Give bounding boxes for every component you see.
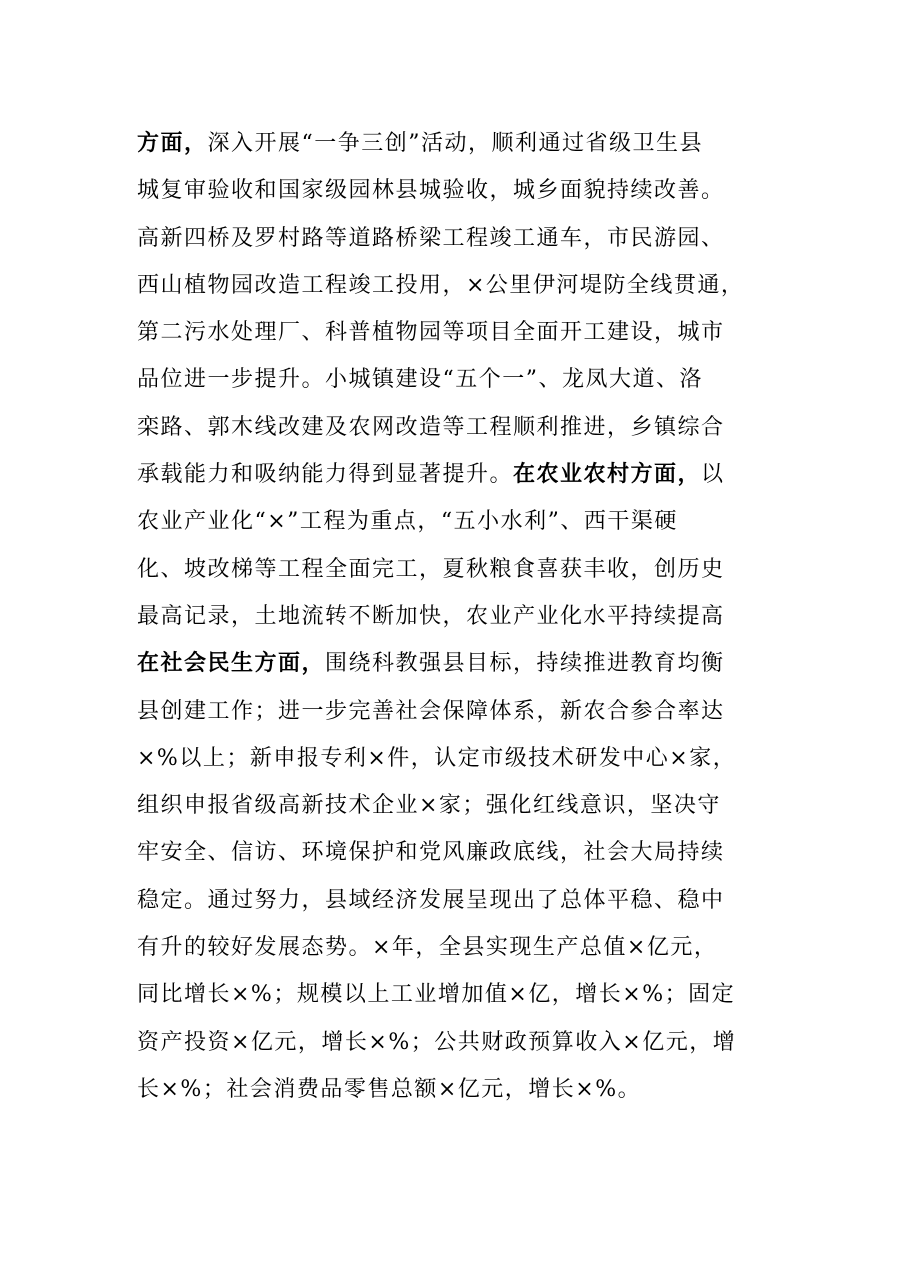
body-text: 资产投资×亿元，增长×%；公共财政预算收入×亿元，增 <box>137 1029 737 1055</box>
body-text: 以 <box>701 462 725 488</box>
bold-heading-text: 在社会民生方面， <box>137 650 326 677</box>
body-text: 栾路、郭木线改建及农网改造等工程顺利推进，乡镇综合 <box>137 414 725 440</box>
text-line <box>137 877 797 924</box>
body-text: 西山植物园改造工程竣工投用，×公里伊河堤防全线贯通， <box>137 272 745 298</box>
bold-heading-text: 方面， <box>137 130 208 156</box>
body-text: 最高记录，土地流转不断加快，农业产业化水平持续提高 <box>137 603 725 629</box>
body-text: 城复审验收和国家级园林县城验收，城乡面貌持续改善。 <box>137 178 725 204</box>
body-text: 深入开展“一争三创”活动，顺利通过省级卫生县 <box>207 131 704 156</box>
text-line <box>137 782 797 829</box>
text-line <box>137 215 797 262</box>
text-line <box>137 546 797 593</box>
text-line <box>137 120 797 167</box>
body-text: 稳定。通过努力，县域经济发展呈现出了总体平稳、稳中 <box>137 887 725 913</box>
body-paragraph <box>137 120 797 1113</box>
text-line <box>137 451 797 498</box>
body-text: 品位进一步提升。小城镇建设“五个一”、龙凤大道、洛 <box>137 367 703 393</box>
text-line <box>137 1019 797 1066</box>
text-line <box>137 356 797 403</box>
body-text: ×%以上；新申报专利×件，认定市级技术研发中心×家， <box>137 745 737 771</box>
body-text: 长×%；社会消费品零售总额×亿元，增长×%。 <box>137 1076 642 1102</box>
text-line <box>137 735 797 782</box>
text-line <box>137 829 797 876</box>
text-line <box>137 593 797 640</box>
text-line <box>137 309 797 356</box>
body-text: 农业产业化“×”工程为重点，“五小水利”、西干渠硬 <box>137 509 678 535</box>
body-text: 同比增长×%；规模以上工业增加值×亿，增长×%；固定 <box>137 982 736 1008</box>
text-line <box>137 924 797 971</box>
text-line <box>137 640 797 687</box>
bold-heading-text: 在农业农村方面， <box>513 461 702 488</box>
text-line <box>137 404 797 451</box>
body-text: 有升的较好发展态势。×年，全县实现生产总值×亿元， <box>137 935 718 961</box>
body-text: 承载能力和吸纳能力得到显著提升。 <box>137 462 514 488</box>
text-line <box>137 262 797 309</box>
text-line <box>137 498 797 545</box>
text-line <box>137 167 797 214</box>
text-line <box>137 688 797 735</box>
body-text: 牢安全、信访、环境保护和党风廉政底线，社会大局持续 <box>137 840 725 866</box>
body-text: 化、坡改梯等工程全面完工，夏秋粮食喜获丰收，创历史 <box>137 556 725 582</box>
body-text: 组织申报省级高新技术企业×家；强化红线意识，坚决守 <box>137 793 721 819</box>
body-text: 第二污水处理厂、科普植物园等项目全面开工建设，城市 <box>137 320 725 346</box>
body-text: 县创建工作；进一步完善社会保障体系，新农合参合率达 <box>137 698 725 724</box>
text-line <box>137 971 797 1018</box>
text-line <box>137 1066 797 1113</box>
body-text: 高新四桥及罗村路等道路桥梁工程竣工通车，市民游园、 <box>137 225 725 251</box>
body-text: 围绕科教强县目标，持续推进教育均衡 <box>325 651 725 677</box>
